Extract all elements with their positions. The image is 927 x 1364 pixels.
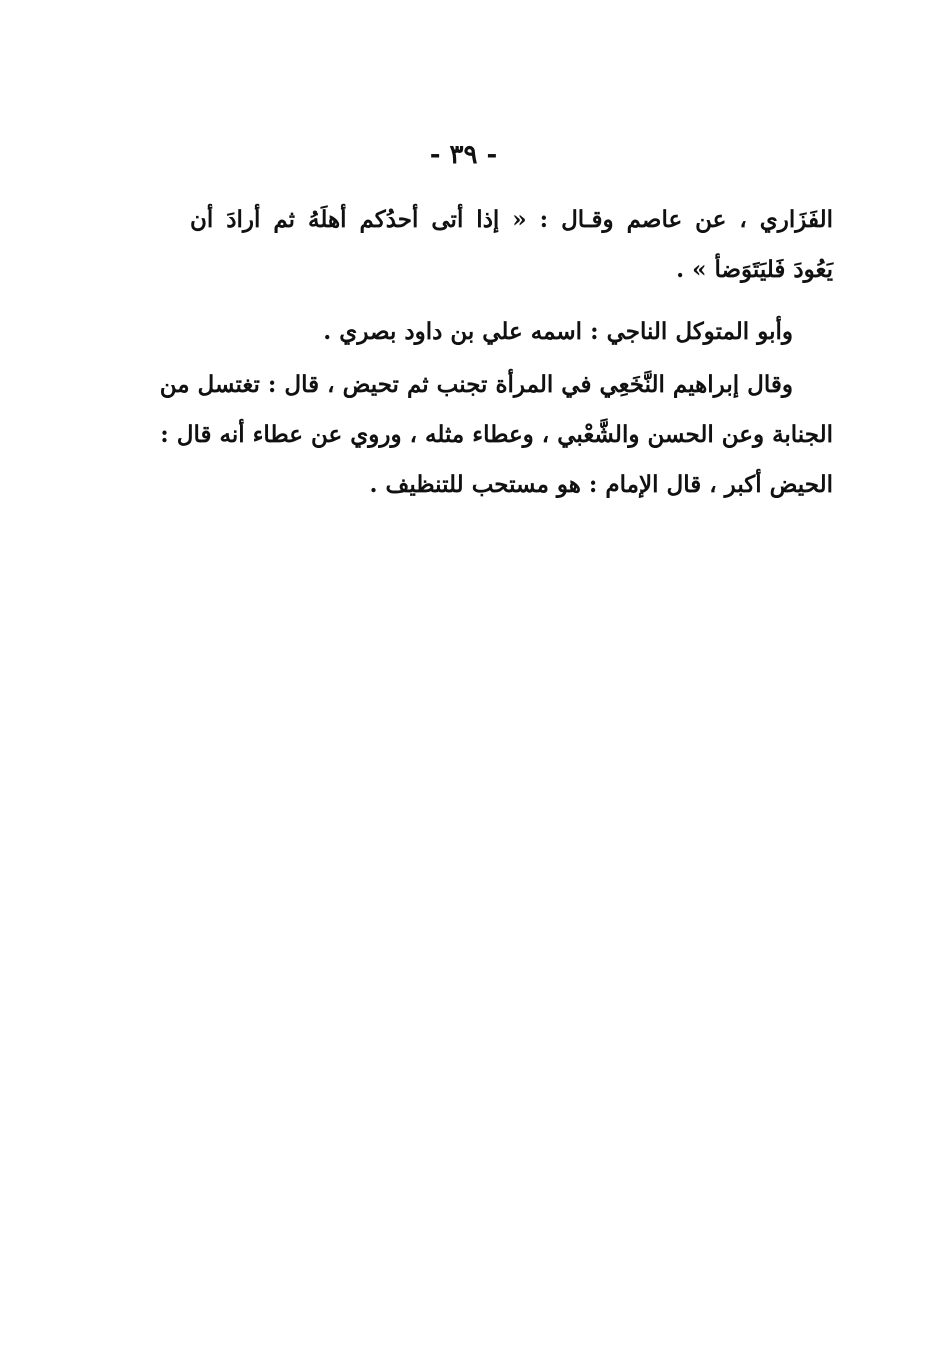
page-number: - ٣٩ -: [429, 140, 498, 170]
paragraph-1: [190, 195, 833, 295]
text-line: وأبو المتوكل الناجي : اسمه علي بن داود بصري .: [323, 318, 793, 345]
paragraph-3: [159, 360, 833, 510]
text-line: وقال إبراهيم النَّخَعِي في المرأة تجنب ثم تحيض ، قال : تغتسل من: [159, 371, 793, 398]
paragraph-2: [190, 307, 833, 357]
text-line: الفَزَاري ، عن عاصم وقـال : « إذا أتى أحدُكم أهلَهُ ثم أرادَ أن: [190, 206, 833, 233]
text-line: الجنابة وعن الحسن والشَّعْبي ، وعطاء مثله ، وروي عن عطاء أنه قال :: [160, 421, 833, 448]
text-line: الحيض أكبر ، قال الإمام : هو مستحب للتنظيف .: [369, 471, 833, 498]
text-line: يَعُودَ فَليَتَوَضأ » .: [676, 256, 833, 283]
